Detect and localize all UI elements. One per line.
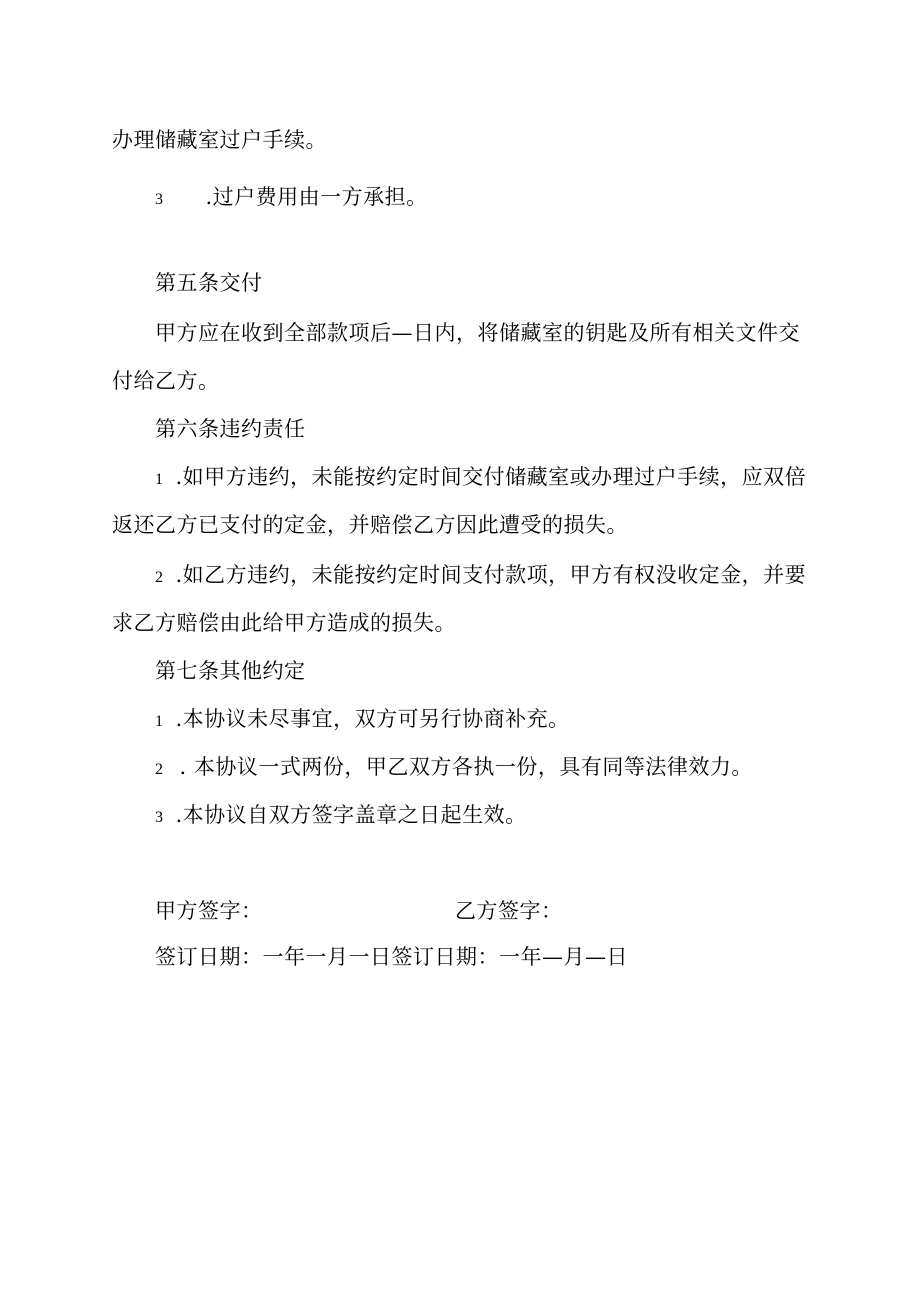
list-item-text: .如甲方违约，未能按约定时间交付储藏室或办理过户手续，应双倍 [175,465,807,489]
paragraph-line: 求乙方赔偿由此给甲方造成的损失。 [112,611,456,635]
list-item [155,800,527,833]
article-6-title: 第六条违约责任 [155,417,306,441]
list-item [155,182,428,215]
list-item [155,560,806,593]
list-item [155,704,570,737]
article-7-title: 第七条其他约定 [155,659,306,683]
paragraph-line: 办理储藏室过户手续。 [112,128,327,152]
list-number: 3 [155,809,164,826]
list-number: 2 [155,569,164,586]
list-item-text: .本协议未尽事宜，双方可另行协商补充。 [175,707,570,731]
signing-date-line: 签订日期：一年一月一日签订日期：一年—月—日 [155,945,628,969]
paragraph-line: 付给乙方。 [112,369,220,393]
list-item-text: .如乙方违约，未能按约定时间支付款项，甲方有权没收定金，并要 [175,563,807,587]
list-item-text: .过户费用由一方承担。 [205,185,428,209]
list-number: 1 [155,713,164,730]
list-item [155,462,806,495]
signature-label-party-a: 甲方签字： [155,899,263,923]
article-5-title: 第五条交付 [155,271,263,295]
signature-label-party-b: 乙方签字： [455,899,563,923]
paragraph-line: 返还乙方已支付的定金，并赔偿乙方因此遭受的损失。 [112,513,628,537]
list-item-text: .本协议自双方签字盖章之日起生效。 [175,803,527,827]
list-number: 3 [155,191,164,208]
list-number: 2 [155,761,164,778]
list-item-text: . 本协议一式两份，甲乙双方各执一份，具有同等法律效力。 [179,755,753,779]
list-number: 1 [155,471,164,488]
paragraph-line: 甲方应在收到全部款项后—日内，将储藏室的钥匙及所有相关文件交 [155,321,800,345]
list-item [155,752,753,785]
